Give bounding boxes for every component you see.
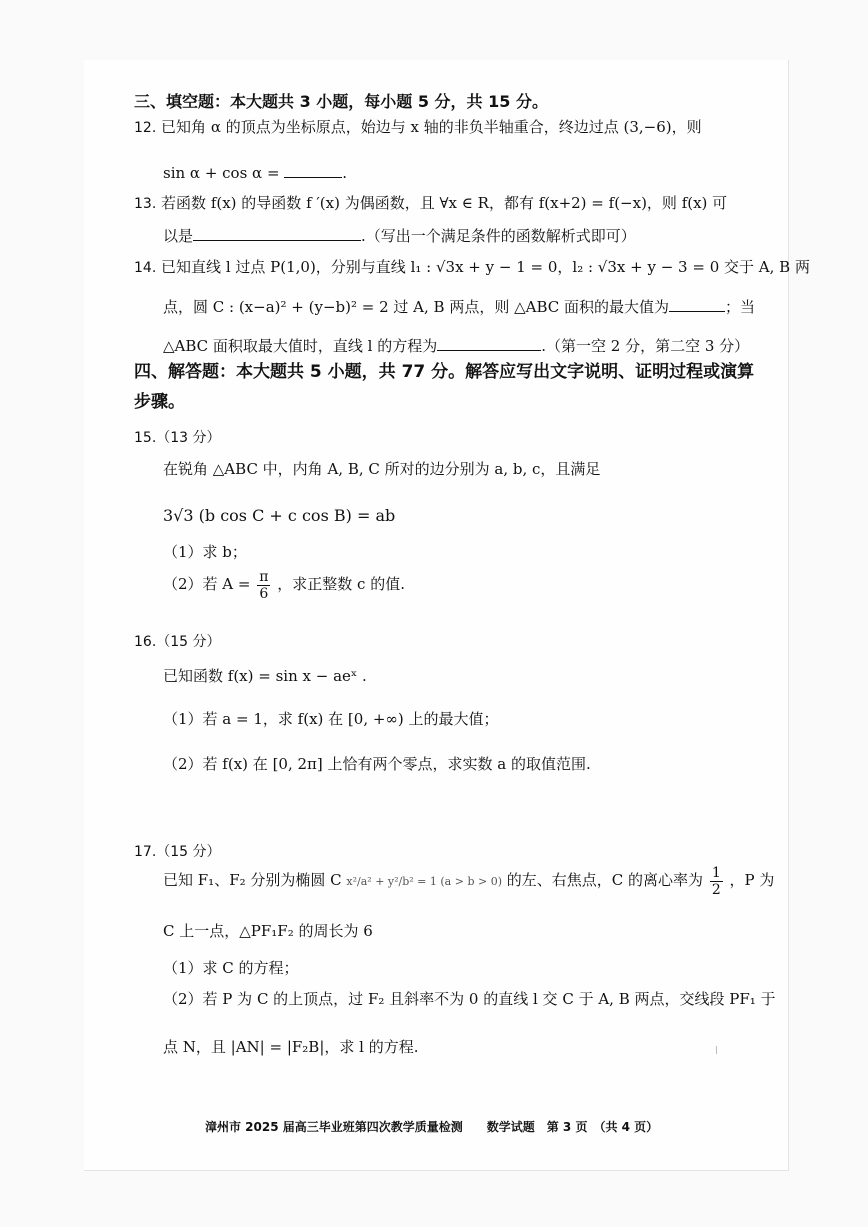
question-13-line-1 (134, 193, 727, 214)
question-16-header: 16.（15 分） (134, 634, 221, 650)
question-15-header: 15.（13 分） (134, 430, 221, 446)
question-15-formula: 3√3 (b cos C + c cos B) = ab (163, 506, 396, 525)
question-13-prefix: 以是 (163, 227, 194, 245)
question-17-line-1 (163, 862, 774, 900)
question-17-part-2-continued: 点 N，且 |AN| = |F₂B|，求 l 的方程. (163, 1038, 419, 1056)
question-15-part-2-prefix: （2）若 A = (163, 575, 251, 593)
question-17-eccentricity-text: 的左、右焦点，C 的离心率为 (506, 871, 704, 889)
question-12-text: 已知角 α 的顶点为坐标原点，始边与 x 轴的非负半轴重合，终边过点 (3,−6)，则 (161, 118, 702, 136)
question-15-part-2-suffix: ，求正整数 c 的值. (277, 575, 405, 593)
question-13-text: 若函数 f(x) 的导函数 f ′(x) 为偶函数，且 ∀x ∈ R，都有 f(x+2) = f(−x)，则 f(x) 可 (161, 194, 728, 212)
scan-mark (716, 1046, 717, 1054)
question-14-text: 已知直线 l 过点 P(1,0)，分别与直线 l₁ : √3x + y − 1 = 0，l₂ : √3x + y − 3 = 0 交于 A, B 两 (161, 258, 810, 276)
question-13-number: 13. (134, 196, 157, 212)
question-17-fraction (710, 865, 723, 898)
question-16-text: 已知函数 f(x) = sin x − aeˣ . (163, 667, 367, 685)
question-12-expression: sin α + cos α = (163, 164, 285, 182)
question-12-answer-blank[interactable] (284, 163, 342, 178)
question-13-line-2 (163, 226, 636, 246)
question-17-line-2: C 上一点，△PF₁F₂ 的周长为 6 (163, 922, 373, 940)
question-17-part-2: （2）若 P 为 C 的上顶点，过 F₂ 且斜率不为 0 的直线 l 交 C 于 A, B 两点，交线段 PF₁ 于 (163, 990, 776, 1008)
question-13-answer-blank[interactable] (193, 226, 361, 241)
question-17-part-1: （1）求 C 的方程； (163, 959, 299, 977)
question-16-part-2: （2）若 f(x) 在 [0, 2π] 上恰有两个零点，求实数 a 的取值范围. (163, 755, 591, 773)
section-3-heading: 三、填空题：本大题共 3 小题，每小题 5 分，共 15 分。 (134, 92, 548, 111)
question-15-text: 在锐角 △ABC 中，内角 A, B, C 所对的边分别为 a, b, c，且满足 (163, 460, 601, 478)
question-14-number: 14. (134, 260, 157, 276)
question-14-line-3 (163, 336, 749, 356)
question-17-fraction-denominator: 2 (711, 881, 721, 898)
question-12-line-2 (163, 163, 347, 183)
question-17-fraction-numerator: 1 (711, 864, 721, 881)
question-13-suffix: .（写出一个满足条件的函数解析式即可） (361, 227, 636, 245)
question-14-answer-blank-2[interactable] (437, 336, 541, 351)
question-17-ellipse-equation: x²/a² + y²/b² = 1 (a > b > 0) (346, 875, 502, 888)
question-17-p-text: ，P 为 (729, 871, 775, 889)
section-4-heading-line-1: 四、解答题：本大题共 5 小题，共 77 分。解答应写出文字说明、证明过程或演算 (134, 362, 755, 382)
question-16-part-1: （1）若 a = 1，求 f(x) 在 [0, +∞) 上的最大值； (163, 710, 499, 728)
question-15-fraction-numerator: π (259, 568, 269, 585)
question-12-line-1 (134, 117, 702, 138)
question-15-part-1: （1）求 b； (163, 543, 247, 561)
question-15-fraction-denominator: 6 (259, 585, 269, 602)
question-14-line-text: △ABC 面积取最大值时，直线 l 的方程为 (163, 337, 438, 355)
section-4-heading-line-2: 步骤。 (134, 392, 185, 412)
question-14-line-1 (134, 257, 810, 278)
question-17-header: 17.（15 分） (134, 844, 221, 860)
question-14-score-note: .（第一空 2 分，第二空 3 分） (541, 337, 750, 355)
question-14-circle-text: 点，圆 C : (x−a)² + (y−b)² = 2 过 A, B 两点，则 △ABC 面积的最大值为 (163, 298, 670, 316)
question-17-foci: 已知 F₁、F₂ 分别为椭圆 C (163, 871, 342, 889)
question-15-fraction (257, 569, 270, 602)
question-14-answer-blank-1[interactable] (669, 297, 725, 312)
question-12-number: 12. (134, 120, 157, 136)
question-14-when: ；当 (725, 298, 756, 316)
page-footer: 漳州市 2025 届高三毕业班第四次教学质量检测 数学试题 第 3 页 （共 4 页） (205, 1120, 659, 1134)
question-15-part-2 (163, 566, 405, 602)
question-14-line-2 (163, 297, 755, 317)
question-12-end: . (342, 164, 348, 182)
